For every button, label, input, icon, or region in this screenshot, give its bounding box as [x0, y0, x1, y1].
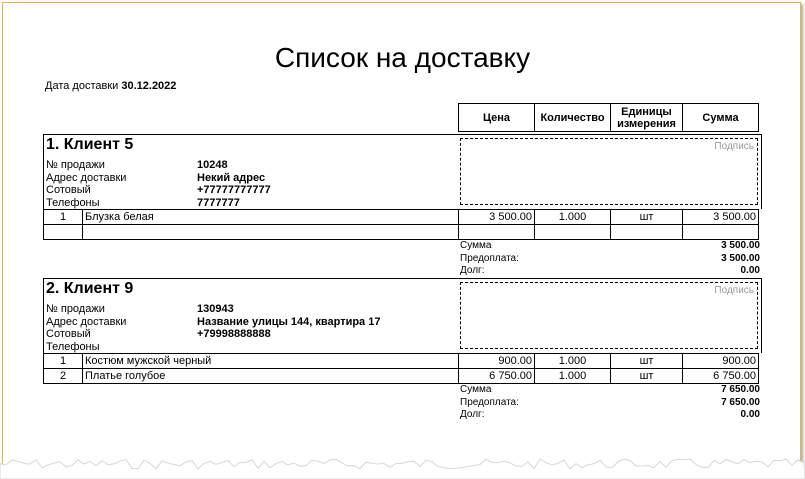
label-phones: Телефоны [46, 196, 100, 209]
client-header [43, 134, 762, 209]
value-prepay: 7 650.00 [721, 396, 760, 408]
column-header [458, 103, 759, 132]
item-qty: 1.000 [535, 369, 611, 384]
item-sum [683, 225, 759, 240]
value-address: Название улицы 144, квартира 17 [197, 315, 381, 328]
signature-label: Подпись [714, 285, 754, 296]
delivery-date-value: 30.12.2022 [121, 80, 177, 92]
label-mobile: Сотовый [46, 328, 91, 340]
value-mobile: +79998888888 [197, 328, 271, 340]
col-price: Цена [459, 104, 535, 132]
report-title: Список на доставку [274, 42, 531, 73]
label-prepay: Предоплата: [460, 396, 519, 408]
item-num [44, 225, 83, 240]
label-total-sum: Сумма [460, 240, 492, 251]
label-address: Адрес доставки [46, 171, 127, 184]
items-table [43, 353, 759, 384]
delivery-date-label: Дата доставки [45, 80, 119, 92]
table-row [44, 354, 759, 369]
totals-values [721, 240, 760, 278]
table-row [44, 210, 759, 225]
item-num: 2 [44, 369, 83, 384]
item-name: Блузка белая [83, 210, 459, 225]
client-info-values [197, 159, 271, 209]
item-price: 900.00 [459, 354, 535, 369]
totals [43, 240, 762, 280]
table-row [44, 225, 759, 240]
signature-label: Подпись [714, 141, 754, 152]
value-prepay: 3 500.00 [721, 252, 760, 264]
col-unit-line1: Единицы [621, 105, 672, 118]
client-name: 1. Клиент 5 [46, 136, 134, 153]
value-total-sum: 7 650.00 [721, 384, 760, 395]
client-name: 2. Клиент 9 [46, 280, 134, 297]
totals [43, 384, 762, 424]
item-qty: 1.000 [535, 210, 611, 225]
label-prepay: Предоплата: [460, 252, 519, 264]
items-table [43, 209, 759, 240]
item-unit: шт [611, 354, 683, 369]
client-header [43, 278, 762, 353]
totals-labels [460, 240, 519, 278]
signature-box [460, 138, 758, 205]
item-num: 1 [44, 210, 83, 225]
item-qty: 1.000 [535, 354, 611, 369]
item-name: Костюм мужской черный [83, 354, 459, 369]
value-mobile: +77777777777 [197, 184, 271, 196]
client-block [43, 278, 762, 424]
label-sale-no: № продажи [46, 159, 105, 171]
value-total-sum: 3 500.00 [721, 240, 760, 251]
item-price: 6 750.00 [459, 369, 535, 384]
item-name: Платье голубое [83, 369, 459, 384]
totals-labels [460, 384, 519, 422]
item-price [459, 225, 535, 240]
label-address: Адрес доставки [46, 315, 127, 328]
label-total-sum: Сумма [460, 384, 492, 395]
value-sale-no: 10248 [197, 159, 228, 171]
table-row [44, 369, 759, 384]
signature-box [460, 282, 758, 349]
label-mobile: Сотовый [46, 184, 91, 196]
col-unit-line2: измерения [617, 117, 676, 130]
value-debt: 0.00 [740, 265, 760, 276]
value-phones: 7777777 [197, 196, 240, 209]
label-debt: Долг: [460, 265, 485, 276]
client-info-labels [46, 303, 126, 353]
col-unit [611, 104, 683, 132]
delivery-date [45, 80, 176, 92]
item-sum: 900.00 [683, 354, 759, 369]
col-sum: Сумма [683, 104, 759, 132]
item-unit [611, 225, 683, 240]
torn-edge [0, 451, 805, 479]
value-debt: 0.00 [740, 409, 760, 420]
item-num: 1 [44, 354, 83, 369]
value-sale-no: 130943 [197, 303, 234, 315]
value-address: Некий адрес [197, 171, 266, 184]
totals-values [721, 384, 760, 422]
item-qty [535, 225, 611, 240]
label-phones: Телефоны [46, 340, 100, 353]
label-debt: Долг: [460, 409, 485, 420]
client-block [43, 134, 762, 280]
item-price: 3 500.00 [459, 210, 535, 225]
item-sum: 6 750.00 [683, 369, 759, 384]
client-info-labels [46, 159, 126, 209]
client-info-values [197, 303, 380, 341]
label-sale-no: № продажи [46, 303, 105, 315]
item-sum: 3 500.00 [683, 210, 759, 225]
item-unit: шт [611, 369, 683, 384]
item-unit: шт [611, 210, 683, 225]
item-name [83, 225, 459, 240]
col-quantity: Количество [535, 104, 611, 132]
